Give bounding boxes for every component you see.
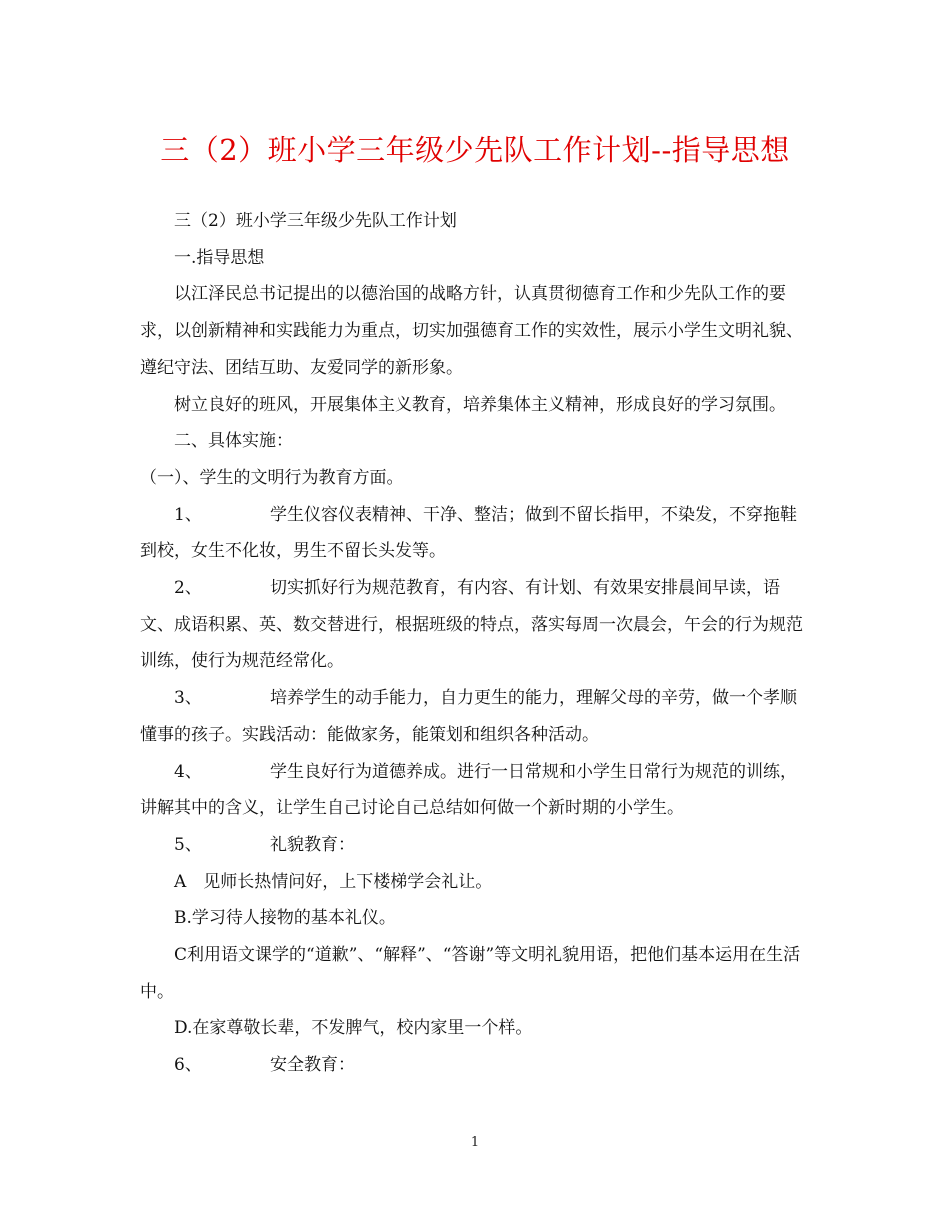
list-item-text: 培养学生的动手能力，自力更生的能力，理解父母的辛劳，做一个孝顺懂事的孩子。实践活动：能做家务，能策划和组织各种活动。 [140, 688, 797, 745]
list-item-number: 2、 [174, 578, 202, 599]
paragraph: 树立良好的班风，开展集体主义教育，培养集体主义精神，形成良好的学习氛围。 [174, 394, 786, 415]
section-heading-implementation: 二、具体实施： [174, 431, 293, 452]
paragraph: 以江泽民总书记提出的以德治国的战略方针，认真贯彻德育工作和少先队工作的要求，以创新精神和实践能力为重点，切实加强德育工作的实效性，展示小学生文明礼貌、遵纪守法、团结互助、友爱同学的新形象。 [140, 284, 803, 378]
list-item-text: 学生仪容仪表精神、干净、整洁；做到不留长指甲，不染发，不穿拖鞋到校，女生不化妆，男生不留长头发等。 [140, 504, 797, 562]
list-item [140, 497, 812, 570]
list-item [140, 754, 812, 827]
page-number: 1 [470, 1135, 480, 1150]
list-item-number: 1、 [174, 504, 202, 525]
list-item [140, 570, 812, 680]
list-item [140, 680, 812, 753]
list-item-text: 学生良好行为道德养成。进行一日常规和小学生日常行为规范的训练，讲解其中的含义，让学生自己讨论自己总结如何做一个新时期的小学生。 [140, 761, 797, 819]
list-item-text: 礼貌教育： [270, 834, 355, 855]
subtitle: 三（2）班小学三年级少先队工作计划 [174, 211, 457, 231]
list-item-number: 5、 [174, 834, 202, 855]
list-item-text: 安全教育： [270, 1055, 355, 1076]
sub-list-item: D.在家尊敬长辈，不发脾气，校内家里一个样。 [174, 1018, 533, 1039]
document-title: 三（2）班小学三年级少先队工作计划--指导思想 [160, 133, 790, 167]
document-body [140, 203, 812, 1084]
section-heading-guiding-ideology: 一.指导思想 [174, 247, 265, 268]
list-item-text: 切实抓好行为规范教育，有内容、有计划、有效果安排晨间早读，语文、成语积累、英、数交替进行，根据班级的特点，落实每周一次晨会，午会的行为规范训练，使行为规范经常化。 [140, 578, 803, 672]
sub-list-item: A 见师长热情问好，上下楼梯学会礼让。 [174, 871, 493, 892]
sub-list-item: C利用语文课学的“道歉”、“解释”、“答谢”等文明礼貌用语，把他们基本运用在生活中。 [140, 945, 801, 1002]
list-item-number: 6、 [174, 1055, 202, 1076]
list-item-number: 3、 [174, 688, 202, 709]
sub-list-item: B.学习待人接物的基本礼仪。 [174, 908, 396, 929]
subsection-heading: （一）、学生的文明行为教育方面。 [140, 467, 404, 488]
list-item-number: 4、 [174, 761, 202, 782]
list-item [140, 827, 812, 864]
list-item [140, 1047, 812, 1084]
